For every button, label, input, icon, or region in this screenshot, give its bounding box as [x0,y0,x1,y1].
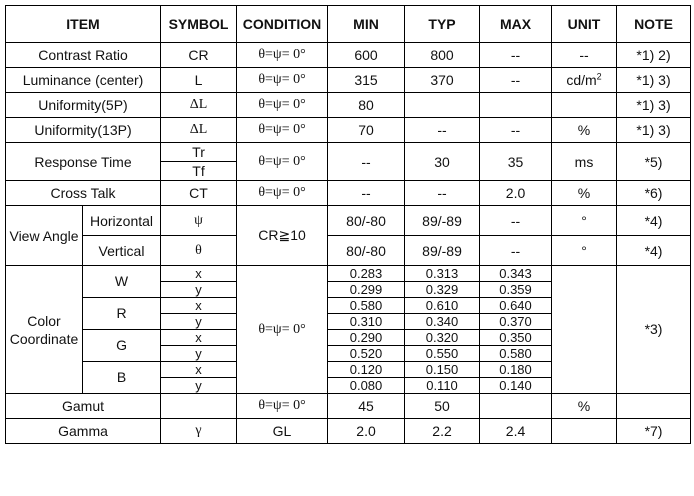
max-cell: 0.140 [480,378,552,394]
min-cell: 0.580 [328,298,405,314]
symbol-cell: x [161,362,237,378]
symbol-cell: CR [161,43,237,68]
item-cell: Gamut [6,394,161,419]
max-cell: -- [480,118,552,143]
header-row [6,6,691,43]
min-cell: 0.080 [328,378,405,394]
note-cell [617,394,691,419]
min-cell: 2.0 [328,419,405,444]
note-cell: *1) 3) [617,118,691,143]
condition-cell: θ=ψ= 0° [237,181,328,206]
note-cell: *6) [617,181,691,206]
max-cell: -- [480,206,552,236]
row-uniformity-13p [6,118,691,143]
symbol-cell: L [161,68,237,93]
item-cell: Contrast Ratio [6,43,161,68]
row-view-angle-horizontal [6,206,691,236]
subitem-cell: Horizontal [83,206,161,236]
typ-cell: 0.313 [405,266,480,282]
note-cell: *1) 2) [617,43,691,68]
max-cell: -- [480,68,552,93]
note-cell: *4) [617,236,691,266]
note-cell: *5) [617,143,691,181]
item-cell: View Angle [6,206,83,266]
row-gamma [6,419,691,444]
item-cell [6,266,83,394]
min-cell: 45 [328,394,405,419]
typ-cell: -- [405,118,480,143]
unit-cell [552,68,617,93]
unit-base: cd/m [566,72,597,88]
symbol-cell: ψ [161,206,237,236]
unit-superscript: 2 [596,71,602,82]
min-cell: 0.283 [328,266,405,282]
min-cell: 0.299 [328,282,405,298]
unit-cell: ° [552,236,617,266]
row-contrast-ratio [6,43,691,68]
symbol-cell: x [161,266,237,282]
header-max: MAX [480,6,552,43]
header-min: MIN [328,6,405,43]
min-cell: 0.520 [328,346,405,362]
min-cell: 80 [328,93,405,118]
note-cell: *7) [617,419,691,444]
item-cell: Response Time [6,143,161,181]
condition-cell: CR≧10 [237,206,328,266]
max-cell: 0.180 [480,362,552,378]
max-cell: -- [480,43,552,68]
row-uniformity-5p [6,93,691,118]
min-cell: 80/-80 [328,236,405,266]
typ-cell: 0.320 [405,330,480,346]
symbol-cell [161,394,237,419]
color-label-w: W [83,266,161,298]
unit-cell: % [552,394,617,419]
min-cell: -- [328,181,405,206]
row-gamut [6,394,691,419]
typ-cell: 50 [405,394,480,419]
note-cell: *3) [617,266,691,394]
typ-cell [405,93,480,118]
min-cell: 0.290 [328,330,405,346]
typ-cell: 800 [405,43,480,68]
unit-cell: % [552,181,617,206]
typ-cell: 89/-89 [405,236,480,266]
max-cell: 2.0 [480,181,552,206]
unit-cell [552,93,617,118]
header-unit: UNIT [552,6,617,43]
header-condition: CONDITION [237,6,328,43]
symbol-cell: y [161,314,237,330]
item-line: Color [27,312,61,329]
row-color-w-x [6,266,691,282]
symbol-cell: γ [161,419,237,444]
item-cell: Uniformity(13P) [6,118,161,143]
row-cross-talk [6,181,691,206]
unit-cell: ° [552,206,617,236]
max-cell: 35 [480,143,552,181]
unit-cell [552,266,617,394]
item-cell: Gamma [6,419,161,444]
max-cell: 0.343 [480,266,552,282]
optical-spec-table [5,5,691,444]
note-cell: *1) 3) [617,68,691,93]
typ-cell: -- [405,181,480,206]
header-note: NOTE [617,6,691,43]
typ-cell: 89/-89 [405,206,480,236]
min-cell: 600 [328,43,405,68]
min-cell: -- [328,143,405,181]
symbol-cell: θ [161,236,237,266]
row-luminance [6,68,691,93]
symbol-cell: y [161,378,237,394]
symbol-cell: x [161,330,237,346]
typ-cell: 2.2 [405,419,480,444]
max-cell: -- [480,236,552,266]
condition-cell: θ=ψ= 0° [237,68,328,93]
condition-cell: θ=ψ= 0° [237,93,328,118]
typ-cell: 0.150 [405,362,480,378]
max-cell: 0.580 [480,346,552,362]
item-cell: Cross Talk [6,181,161,206]
symbol-cell: Tr [161,143,237,162]
min-cell: 315 [328,68,405,93]
min-cell: 70 [328,118,405,143]
max-cell: 0.370 [480,314,552,330]
symbol-cell: x [161,298,237,314]
typ-cell: 0.110 [405,378,480,394]
symbol-cell: ΔL [161,118,237,143]
condition-cell: GL [237,419,328,444]
item-line: Coordinate [9,330,79,347]
condition-cell: θ=ψ= 0° [237,143,328,181]
symbol-cell: y [161,282,237,298]
symbol-cell: CT [161,181,237,206]
note-cell: *1) 3) [617,93,691,118]
color-label-b: B [83,362,161,394]
header-symbol: SYMBOL [161,6,237,43]
max-cell: 0.350 [480,330,552,346]
condition-cell: θ=ψ= 0° [237,266,328,394]
unit-cell: -- [552,43,617,68]
note-cell: *4) [617,206,691,236]
condition-cell: θ=ψ= 0° [237,394,328,419]
max-cell [480,394,552,419]
max-cell: 0.640 [480,298,552,314]
symbol-cell: ΔL [161,93,237,118]
typ-cell: 370 [405,68,480,93]
header-item: ITEM [6,6,161,43]
min-cell: 80/-80 [328,206,405,236]
typ-cell: 0.329 [405,282,480,298]
subitem-cell: Vertical [83,236,161,266]
header-typ: TYP [405,6,480,43]
min-cell: 0.310 [328,314,405,330]
typ-cell: 0.340 [405,314,480,330]
color-label-r: R [83,298,161,330]
symbol-cell: y [161,346,237,362]
min-cell: 0.120 [328,362,405,378]
item-cell: Luminance (center) [6,68,161,93]
max-cell: 0.359 [480,282,552,298]
condition-cell: θ=ψ= 0° [237,118,328,143]
condition-cell: θ=ψ= 0° [237,43,328,68]
typ-cell: 30 [405,143,480,181]
row-response-time [6,143,691,162]
color-label-g: G [83,330,161,362]
item-cell: Uniformity(5P) [6,93,161,118]
unit-cell [552,419,617,444]
max-cell: 2.4 [480,419,552,444]
unit-cell: ms [552,143,617,181]
typ-cell: 0.550 [405,346,480,362]
max-cell [480,93,552,118]
symbol-cell: Tf [161,162,237,181]
unit-cell: % [552,118,617,143]
row-view-angle-vertical [6,236,691,266]
typ-cell: 0.610 [405,298,480,314]
